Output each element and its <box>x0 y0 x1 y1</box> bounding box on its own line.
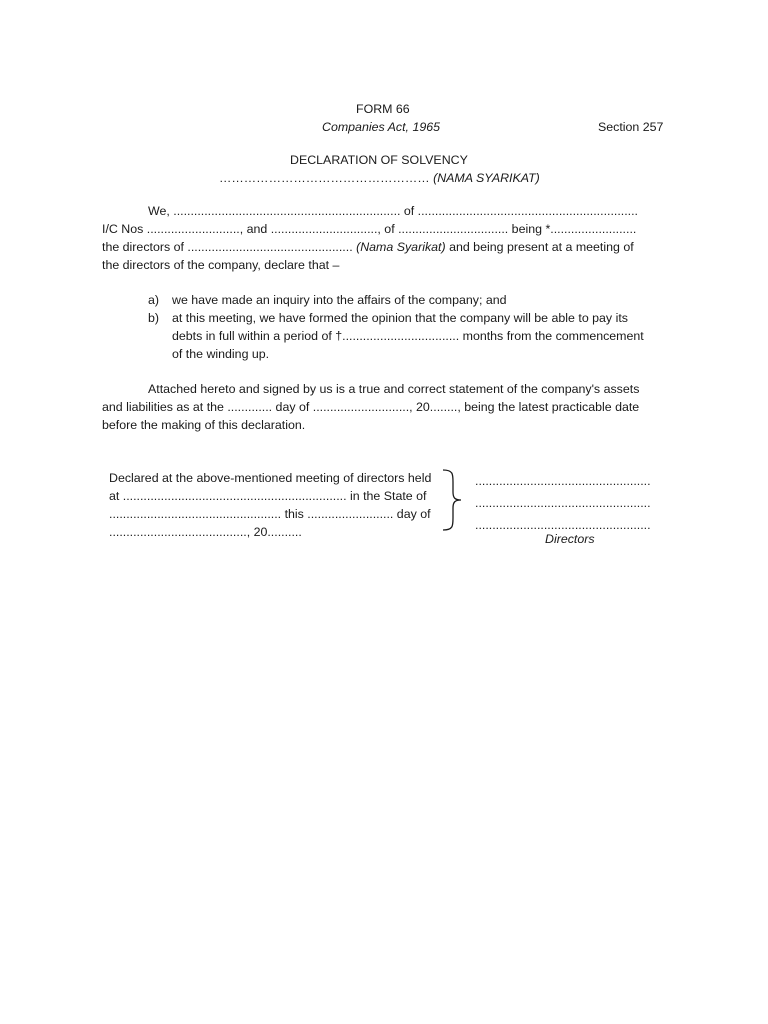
company-name-label: (NAMA SYARIKAT) <box>433 171 540 185</box>
director-signature-line-2: ................................................... <box>475 496 651 510</box>
para2-line2: and liabilities as at the ............. day of ............................, 20........, being the latest practicable date <box>102 400 640 414</box>
directors-label: Directors <box>545 532 595 546</box>
list-marker-b: b) <box>148 311 160 325</box>
act-reference: Companies Act, 1965 <box>322 120 441 134</box>
section-reference: Section 257 <box>598 120 664 134</box>
director-signature-line-1: ................................................... <box>475 474 651 488</box>
para2-line1: Attached hereto and signed by us is a true and correct statement of the company's assets <box>148 382 640 396</box>
curly-brace-icon <box>439 468 469 532</box>
para1-line1: We, .................................................................. of ................................................................ <box>148 204 638 218</box>
para1-line2: I/C Nos ..........................., and ..............................., of ................................ being *......................... <box>102 222 637 236</box>
list-item-b-line3: of the winding up. <box>172 347 270 361</box>
company-name-dots: …………………………………………… <box>219 171 430 185</box>
list-item-b-line2: debts in full within a period of †.................................. months from the commencement <box>172 329 644 343</box>
form-number: FORM 66 <box>356 102 410 116</box>
list-item-a: we have made an inquiry into the affairs of the company; and <box>172 293 507 307</box>
directors-of-text: the directors of ................................................ <box>102 240 353 254</box>
nama-syarikat-label: (Nama Syarikat) <box>356 240 446 254</box>
list-marker-a: a) <box>148 293 160 307</box>
declared-line2: at ................................................................. in the State of <box>109 489 427 503</box>
meeting-text: and being present at a meeting of <box>449 240 634 254</box>
para2-line3: before the making of this declaration. <box>102 418 306 432</box>
company-name-line <box>219 169 540 187</box>
para1-line3 <box>102 238 634 256</box>
declared-line1: Declared at the above-mentioned meeting of directors held <box>109 471 432 485</box>
declared-line3: .................................................. this ......................... day of <box>109 507 431 521</box>
director-signature-line-3: ................................................... <box>475 518 651 532</box>
document-title: DECLARATION OF SOLVENCY <box>290 153 468 167</box>
list-item-b-line1: at this meeting, we have formed the opinion that the company will be able to pay its <box>172 311 628 325</box>
para1-line4: the directors of the company, declare that – <box>102 258 340 272</box>
declared-line4: ........................................, 20.......... <box>109 525 302 539</box>
